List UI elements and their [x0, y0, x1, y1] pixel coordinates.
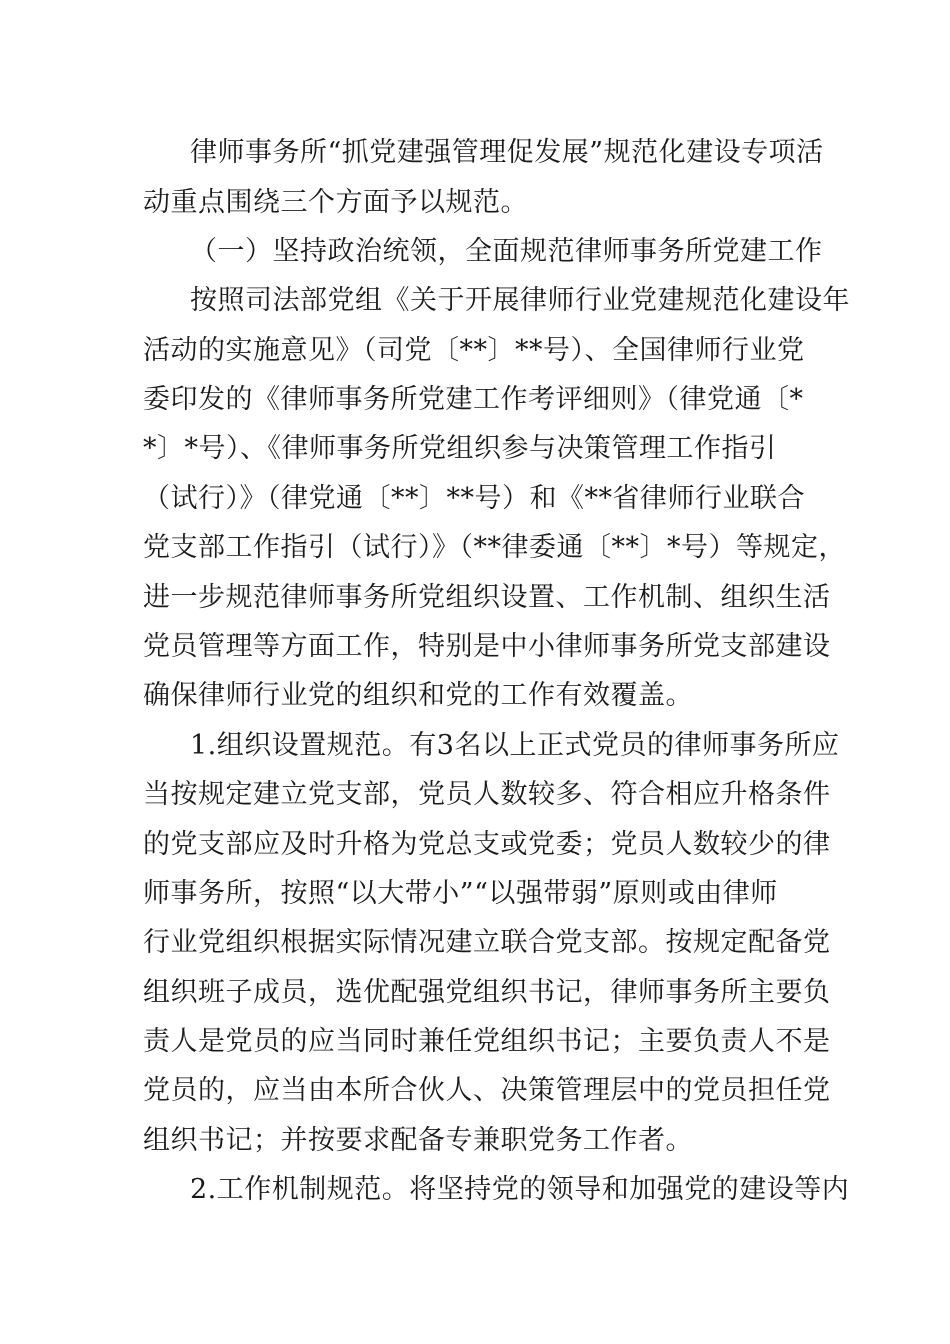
- text-line: 当按规定建立党支部，党员人数较多、符合相应升格条件: [143, 779, 831, 810]
- text-line: *〕*号）、《律师事务所党组织参与决策管理工作指引: [143, 433, 777, 464]
- text-line: 的党支部应及时升格为党总支或党委；党员人数较少的律: [143, 829, 831, 860]
- text-line: 确保律师行业党的组织和党的工作有效覆盖。: [143, 680, 693, 711]
- section-heading: （一）坚持政治统领，全面规范律师事务所党建工作: [190, 236, 823, 267]
- text-line: 行业党组织根据实际情况建立联合党支部。按规定配备党: [143, 927, 831, 958]
- text-line: 动重点围绕三个方面予以规范。: [143, 187, 528, 218]
- text-line: 党员管理等方面工作，特别是中小律师事务所党支部建设: [143, 631, 831, 662]
- text-line: 委印发的《律师事务所党建工作考评细则》（律党通〔*: [143, 384, 804, 415]
- text-line: 组织班子成员，选优配强党组织书记，律师事务所主要负: [143, 977, 831, 1008]
- text-line: 师事务所，按照“以大带小”“以强带弱”原则或由律师: [143, 878, 778, 909]
- text-line: 2.工作机制规范。将坚持党的领导和加强党的建设等内: [190, 1174, 850, 1205]
- text-line: （试行）》（律党通〔**〕**号）和《**省律师行业联合: [143, 483, 805, 514]
- text-line: 1.组织设置规范。有3名以上正式党员的律师事务所应: [190, 730, 840, 761]
- text-line: 责人是党员的应当同时兼任党组织书记；主要负责人不是: [143, 1026, 831, 1057]
- text-line: 进一步规范律师事务所党组织设置、工作机制、组织生活: [143, 582, 831, 613]
- text-line: 党支部工作指引（试行）》（**律委通〔**〕*号）等规定，: [143, 532, 846, 563]
- text-line: 活动的实施意见》（司党〔**〕**号）、全国律师行业党: [143, 335, 805, 366]
- text-line: 按照司法部党组《关于开展律师行业党建规范化建设年: [190, 285, 850, 316]
- text-line: 组织书记；并按要求配备专兼职党务工作者。: [143, 1125, 693, 1156]
- text-line: 律师事务所“抓党建强管理促发展”规范化建设专项活: [190, 137, 824, 168]
- text-line: 党员的，应当由本所合伙人、决策管理层中的党员担任党: [143, 1075, 831, 1106]
